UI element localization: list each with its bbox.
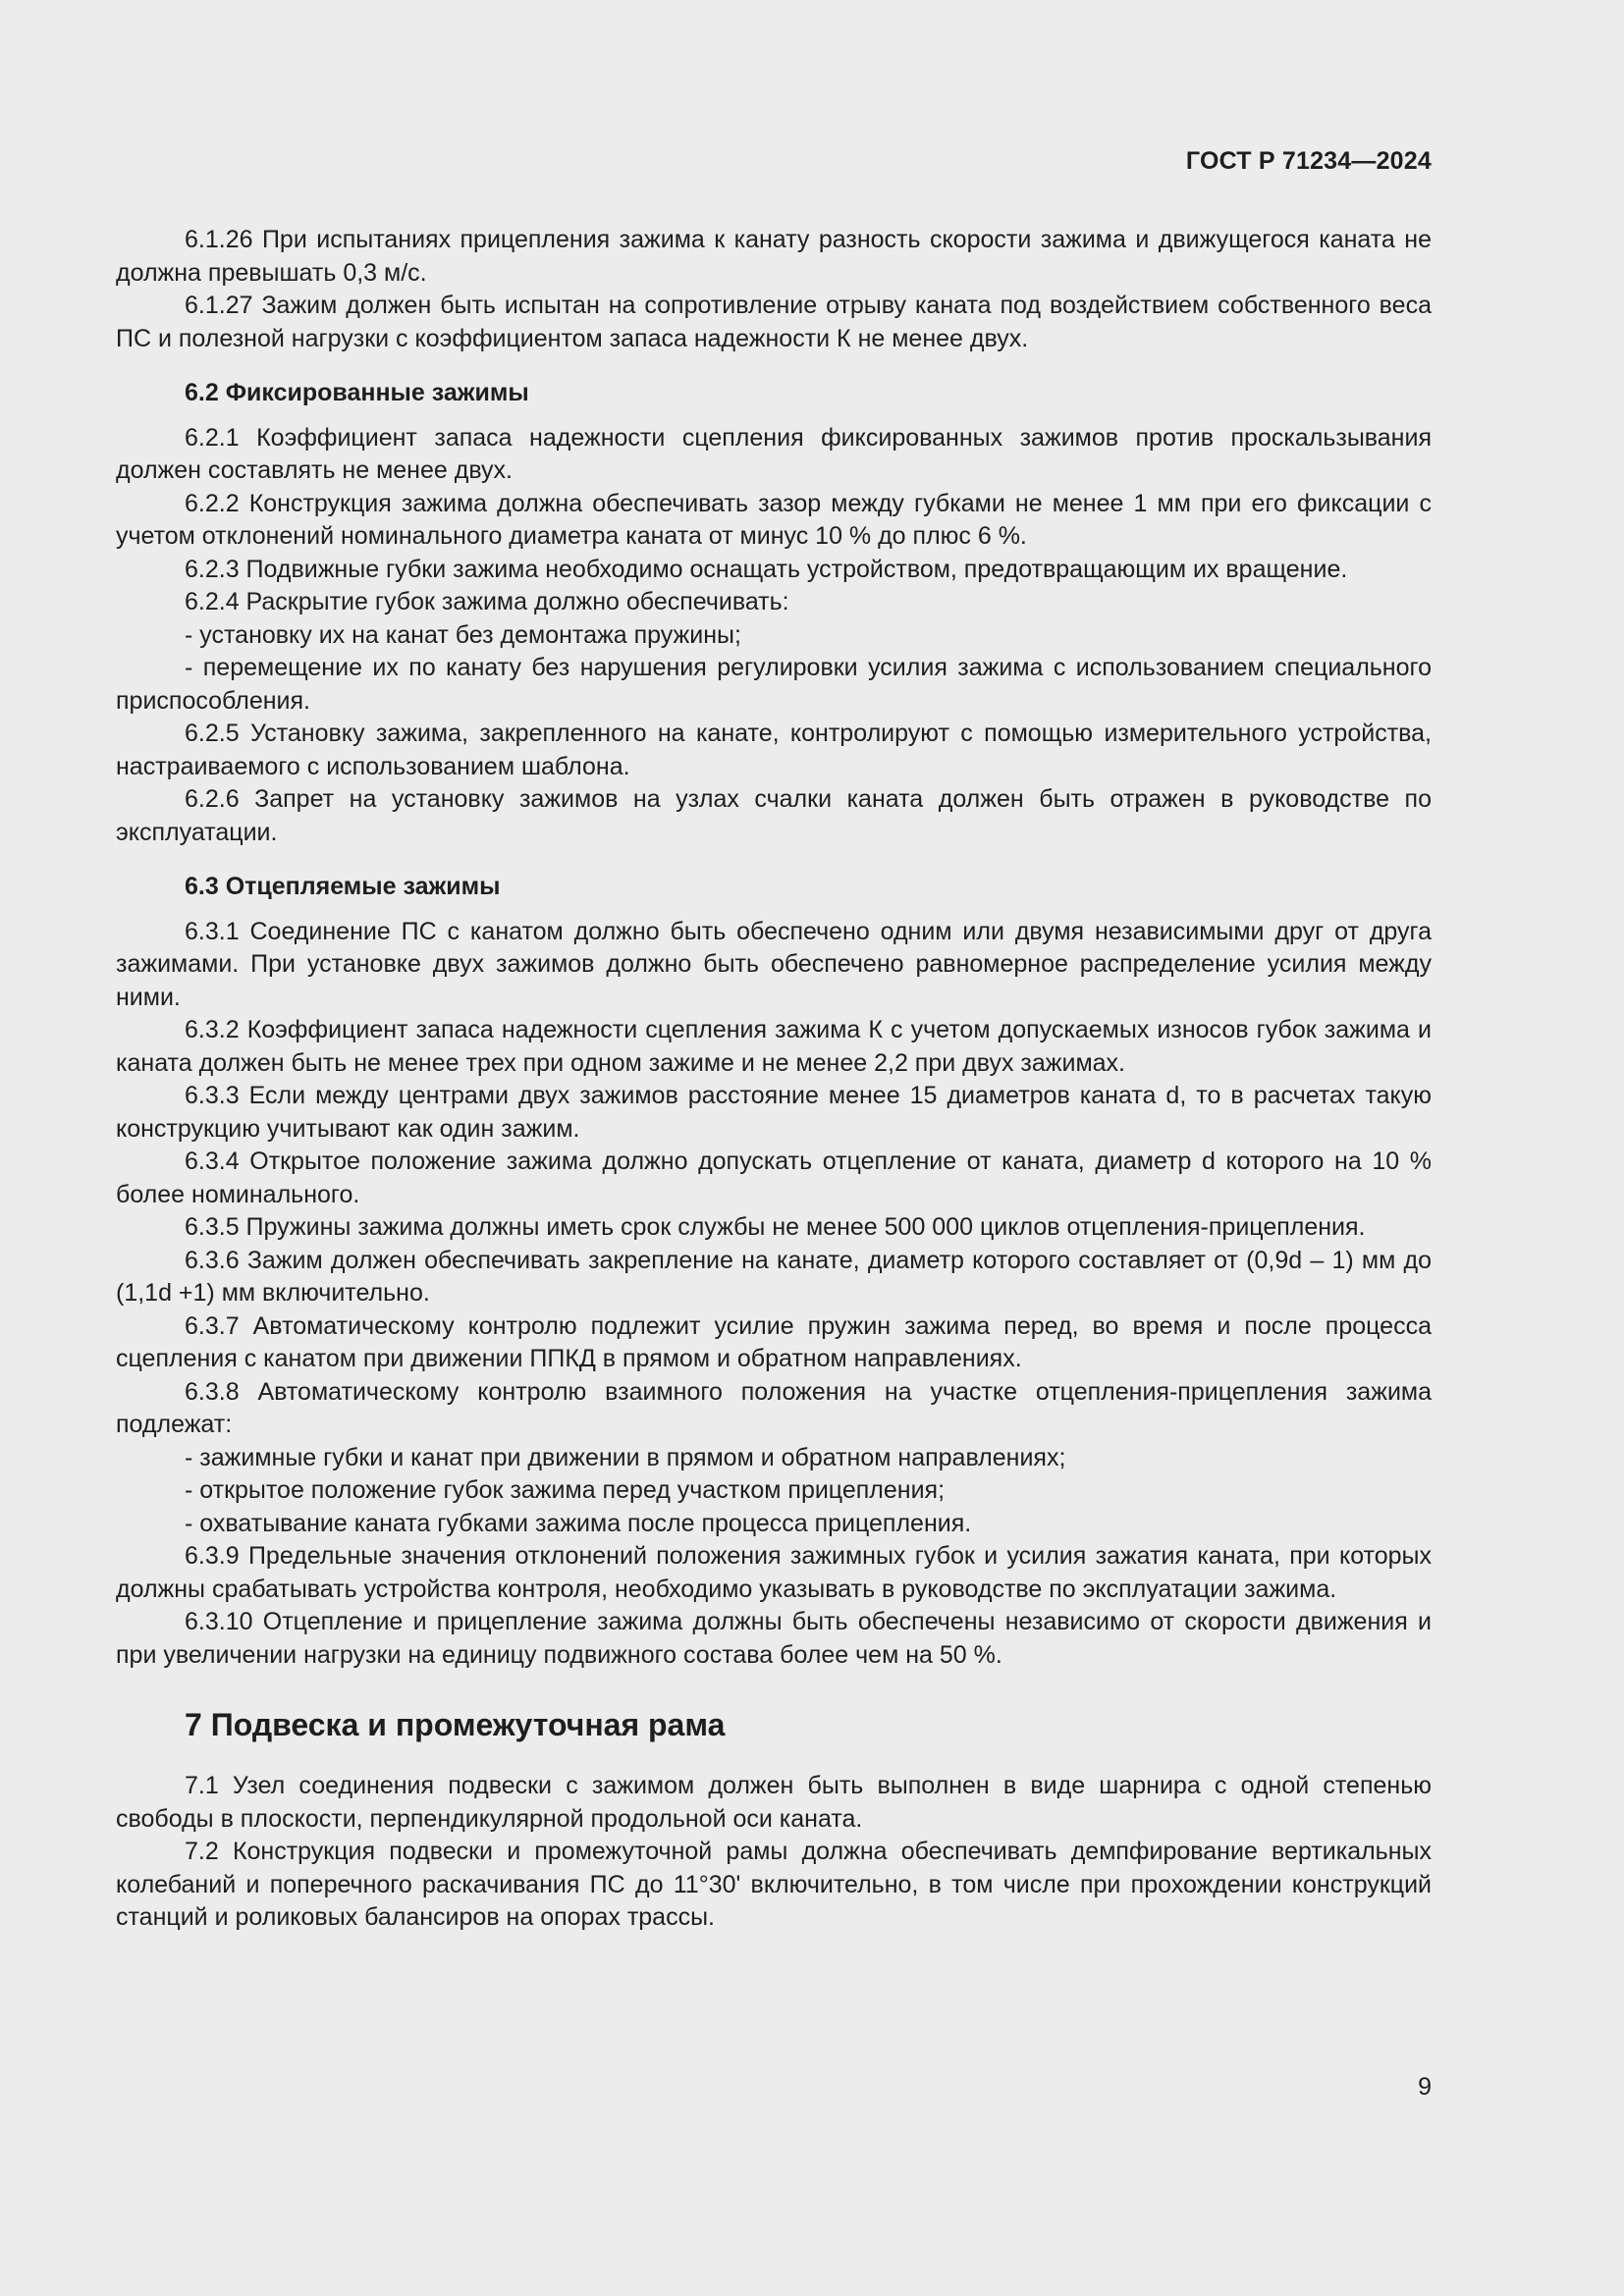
paragraph: 6.2.5 Установку зажима, закрепленного на канате, контролируют с помощью измерительного устройства, настраиваемого с использованием шаблона.	[116, 720, 1432, 780]
paragraph: 6.3.10 Отцепление и прицепление зажима должны быть обеспечены независимо от скорости движения и при увеличении нагрузки на единицу подвижного состава более чем на 50 %.	[116, 1608, 1432, 1669]
paragraph: 6.3.2 Коэффициент запаса надежности сцепления зажима К с учетом допускаемых износов губок зажима и каната должен быть не менее трех при одном зажиме и не менее 2,2 при двух зажимах.	[116, 1016, 1432, 1077]
paragraph: 6.2.1 Коэффициент запаса надежности сцепления фиксированных зажимов против проскальзывания должен составлять не менее двух.	[116, 423, 1432, 484]
paragraph: 6.3.4 Открытое положение зажима должно допускать отцепление от каната, диаметр d которого на 10 % более номинального.	[116, 1148, 1432, 1208]
section-heading: 7 Подвеска и промежуточная рама	[185, 1707, 726, 1742]
paragraph: 6.1.27 Зажим должен быть испытан на сопротивление отрыву каната под воздействием собственного веса ПС и полезной нагрузки с коэффициентом запаса надежности К не менее двух.	[116, 292, 1432, 352]
list-item: - открытое положение губок зажима перед участком прицепления;	[185, 1476, 946, 1504]
paragraph: 6.2.4 Раскрытие губок зажима должно обеспечивать:	[185, 588, 789, 615]
paragraph: 7.2 Конструкция подвески и промежуточной рамы должна обеспечивать демпфирование вертикальных колебаний и поперечного раскачивания ПС до 11°30' включительно, в том числе при прохождении конструкций станций и роликовых балансиров на опорах трассы.	[116, 1838, 1432, 1931]
paragraph: 6.3.9 Предельные значения отклонений положения зажимных губок и усилия зажатия каната, при которых должны срабатывать устройства контроля, необходимо указывать в руководстве по эксплуатации зажима.	[116, 1542, 1432, 1603]
paragraph: 6.2.2 Конструкция зажима должна обеспечивать зазор между губками не менее 1 мм при его фиксации с учетом отклонений номинального диаметра каната от минус 10 % до плюс 6 %.	[116, 489, 1432, 550]
paragraph: 6.3.6 Зажим должен обеспечивать закрепление на канате, диаметр которого составляет от (0,9d – 1) мм до (1,1d +1) мм включительно.	[116, 1246, 1432, 1307]
paragraph: 7.1 Узел соединения подвески с зажимом должен быть выполнен в виде шарнира с одной степенью свободы в плоскости, перпендикулярной продольной оси каната.	[116, 1772, 1432, 1833]
paragraph: 6.3.1 Соединение ПС с канатом должно быть обеспечено одним или двумя независимыми друг от друга зажимами. При установке двух зажимов должно быть обеспечено равномерное распределение усилия между ними.	[116, 917, 1432, 1011]
list-item: - перемещение их по канату без нарушения регулировки усилия зажима с использованием специального приспособления.	[116, 654, 1432, 715]
list-item: - охватывание каната губками зажима после процесса прицепления.	[185, 1509, 972, 1537]
list-item: - установку их на канат без демонтажа пружины;	[185, 620, 741, 649]
document-header: ГОСТ Р 71234—2024	[1185, 147, 1432, 175]
paragraph: 6.3.7 Автоматическому контролю подлежит усилие пружин зажима перед, во время и после процесса сцепления с канатом при движении ППКД в прямом и обратном направлениях.	[116, 1311, 1432, 1372]
subsection-heading: 6.3 Отцепляемые зажимы	[185, 873, 501, 900]
paragraph: 6.3.3 Если между центрами двух зажимов расстояние менее 15 диаметров каната d, то в расчетах такую конструкцию учитывают как один зажим.	[116, 1082, 1432, 1143]
subsection-heading: 6.2 Фиксированные зажимы	[185, 379, 529, 406]
document-body	[116, 224, 1432, 1935]
document-page	[116, 137, 1432, 2140]
list-item: - зажимные губки и канат при движении в прямом и обратном направлениях;	[185, 1443, 1066, 1471]
paragraph: 6.2.3 Подвижные губки зажима необходимо оснащать устройством, предотвращающим их вращение.	[185, 555, 1348, 583]
paragraph: 6.3.8 Автоматическому контролю взаимного положения на участке отцепления-прицепления зажима подлежат:	[116, 1377, 1432, 1438]
paragraph: 6.3.5 Пружины зажима должны иметь срок службы не менее 500 000 циклов отцепления-прицепления.	[185, 1213, 1366, 1241]
page-number: 9	[1418, 2073, 1432, 2101]
paragraph: 6.2.6 Запрет на установку зажимов на узлах счалки каната должен быть отражен в руководстве по эксплуатации.	[116, 785, 1432, 846]
paragraph: 6.1.26 При испытаниях прицепления зажима к канату разность скорости зажима и движущегося каната не должна превышать 0,3 м/с.	[116, 226, 1432, 287]
